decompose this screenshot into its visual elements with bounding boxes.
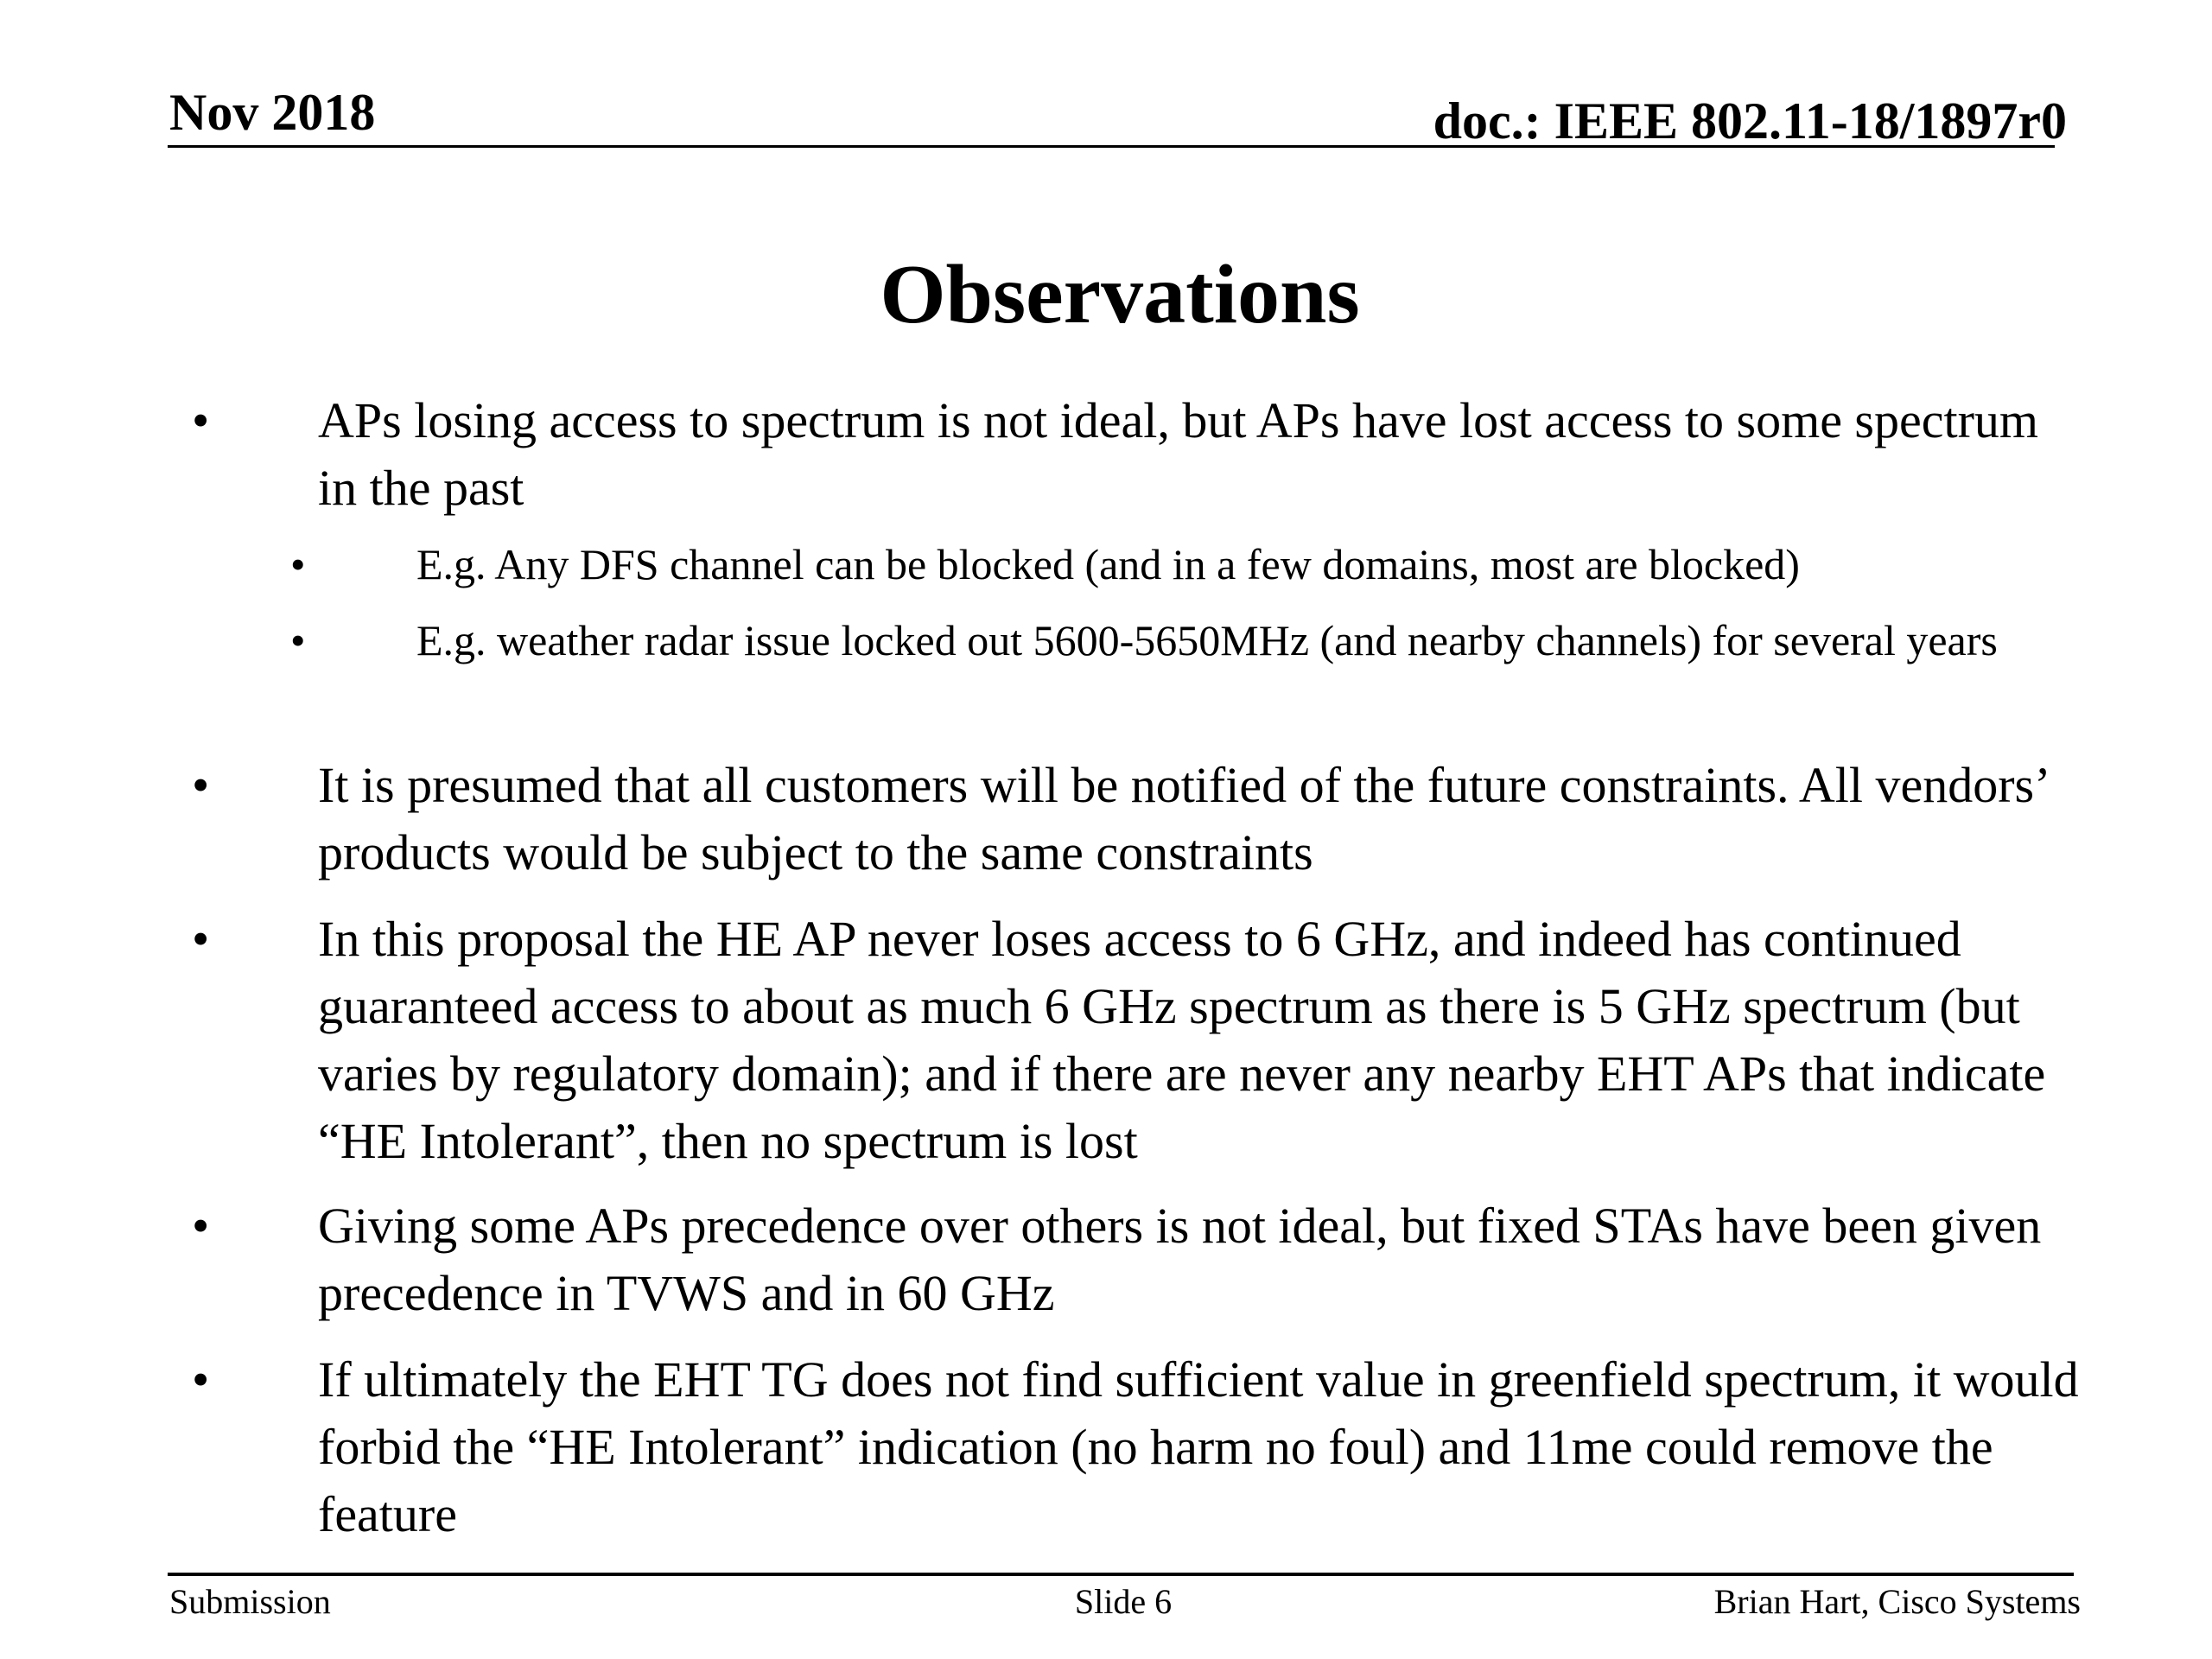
bullet-text: Giving some APs precedence over others is not ideal, but fixed STAs have been given precedence in TVWS and in 60 GHz <box>318 1198 2042 1321</box>
bullet-marker: • <box>290 540 306 588</box>
bullet-text: E.g. Any DFS channel can be blocked (and in a few domains, most are blocked) <box>416 540 1800 588</box>
bullet-marker: • <box>192 1351 210 1408</box>
bullet-marker: • <box>290 616 306 664</box>
slide-title: Observations <box>880 248 1360 341</box>
bullet-item <box>192 906 2093 1175</box>
bullet-marker: • <box>192 757 210 813</box>
header-date: Nov 2018 <box>169 84 376 141</box>
footer-divider <box>168 1573 2074 1576</box>
bullet-item <box>192 1346 2093 1548</box>
bullet-item <box>192 1192 2093 1327</box>
sub-bullet-item <box>290 610 2044 671</box>
header-divider <box>168 145 2055 148</box>
bullet-marker: • <box>192 392 210 448</box>
bullet-text: If ultimately the EHT TG does not find sufficient value in greenfield spectrum, it would forbid the “HE Intolerant” indication (no harm no foul) and 11me could remove the feature <box>318 1351 2079 1542</box>
bullet-text: It is presumed that all customers will be notified of the future constraints. All vendors’ products would be subject to the same constraints <box>318 757 2048 880</box>
footer-slide-number: Slide 6 <box>1074 1582 1173 1621</box>
footer-submission: Submission <box>169 1582 331 1621</box>
bullet-text: APs losing access to spectrum is not ideal, but APs have lost access to some spectrum in the past <box>318 392 2039 516</box>
header-doc-id: doc.: IEEE 802.11-18/1897r0 <box>1433 92 2067 149</box>
bullet-text: E.g. weather radar issue locked out 5600-5650MHz (and nearby channels) for several years <box>416 616 1998 664</box>
footer-author: Brian Hart, Cisco Systems <box>1713 1582 2081 1621</box>
bullet-marker: • <box>192 1198 210 1254</box>
bullet-text: In this proposal the HE AP never loses access to 6 GHz, and indeed has continued guaranteed access to about as much 6 GHz spectrum as there is 5 GHz spectrum (but varies by regulatory domain); and if there are never any nearby EHT APs that indicate “HE Intolerant”, then no spectrum is lost <box>318 911 2046 1169</box>
bullet-item <box>192 752 2093 887</box>
bullet-marker: • <box>192 911 210 967</box>
bullet-item <box>192 387 2093 522</box>
sub-bullet-item <box>290 534 2044 594</box>
